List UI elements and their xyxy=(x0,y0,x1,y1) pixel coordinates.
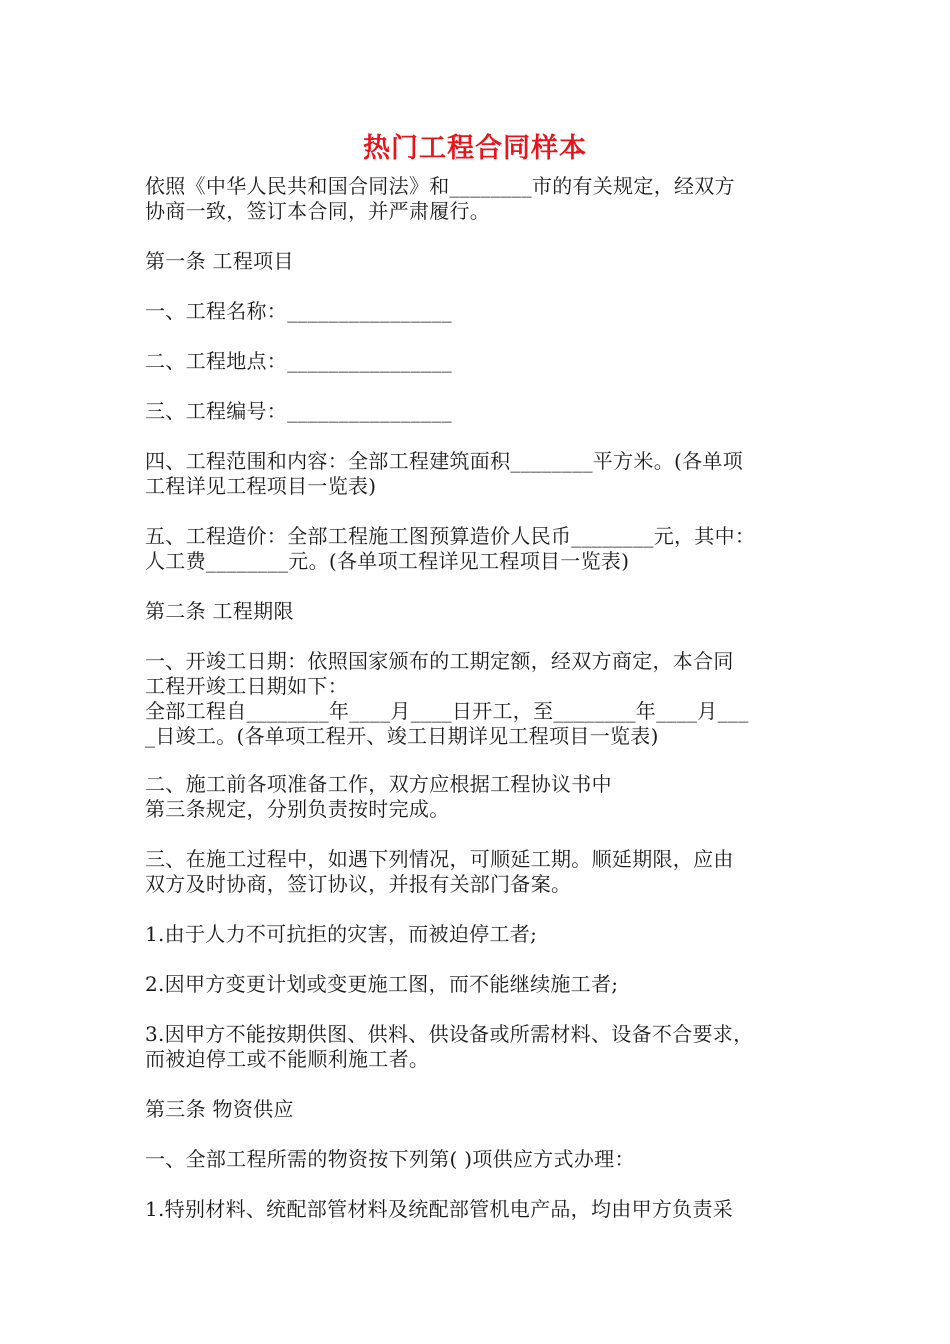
extension-paragraph: 三、在施工过程中，如遇下列情况，可顺延工期。顺延期限，应由 双方及时协商，签订协议，并报有关部门备案。 xyxy=(145,847,734,896)
list-item: 3.因甲方不能按期供图、供料、供设备或所需材料、设备不合要求， 而被迫停工或不能顺利施工者。 xyxy=(145,1022,754,1071)
article-3-heading: 第三条 物资供应 xyxy=(145,1097,294,1121)
supply-method-paragraph: 一、全部工程所需的物资按下列第( )项供应方式办理： xyxy=(145,1147,635,1171)
article-1-heading: 第一条 工程项目 xyxy=(145,249,294,273)
document-title: 热门工程合同样本 xyxy=(363,133,587,164)
preparation-paragraph: 二、施工前各项准备工作，双方应根据工程协议书中 第三条规定，分别负责按时完成。 xyxy=(145,772,612,821)
intro-paragraph: 依照《中华人民共和国合同法》和________市的有关规定，经双方 协商一致，签订本合同，并严肃履行。 xyxy=(145,174,735,223)
list-item: 2.因甲方变更计划或变更施工图，而不能继续施工者; xyxy=(145,972,619,996)
article-2-heading: 第二条 工程期限 xyxy=(145,599,294,623)
project-name-line: 一、工程名称：________________ xyxy=(145,299,452,323)
list-item: 1.由于人力不可抗拒的灾害，而被迫停工者; xyxy=(145,922,538,946)
project-location-line: 二、工程地点：________________ xyxy=(145,349,452,373)
project-number-line: 三、工程编号：________________ xyxy=(145,399,452,423)
schedule-paragraph: 一、开竣工日期：依照国家颁布的工期定额，经双方商定，本合同 工程开竣工日期如下： 全部工程自________年____月____日开工，至________年____月___ _日竣工。(各单项工程开、竣工日期详见工程项目一览表) xyxy=(145,649,749,748)
project-cost-paragraph: 五、工程造价：全部工程施工图预算造价人民币________元，其中： 人工费________元。(各单项工程详见工程项目一览表) xyxy=(145,524,756,573)
project-scope-paragraph: 四、工程范围和内容：全部工程建筑面积________平方米。(各单项 工程详见工程项目一览表) xyxy=(145,449,744,498)
list-item: 1.特别材料、统配部管材料及统配部管机电产品，均由甲方负责采 xyxy=(145,1197,734,1221)
